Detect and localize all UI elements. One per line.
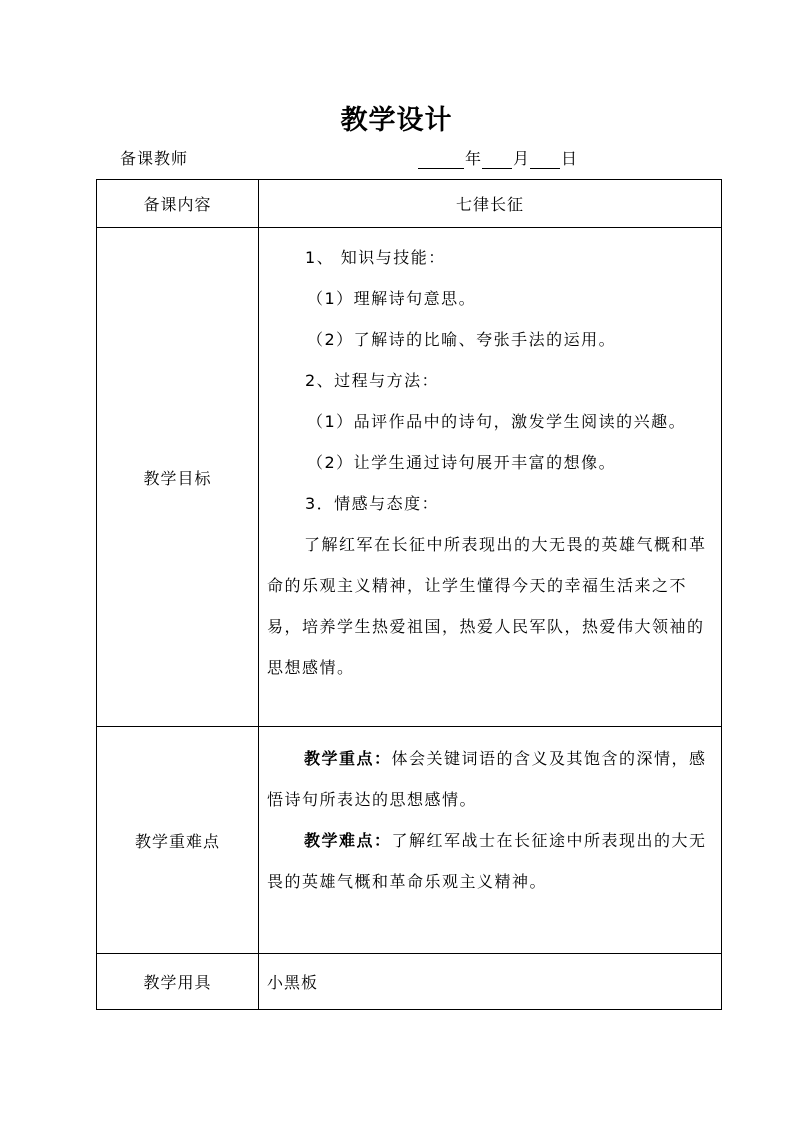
- goal-line: （2）让学生通过诗句展开丰富的想像。: [307, 453, 617, 472]
- goals-row: [97, 228, 722, 727]
- content-label: 备课内容: [97, 180, 259, 228]
- month-blank: [482, 150, 512, 169]
- difficulty-paragraph: [267, 820, 713, 902]
- goal-line: 2、过程与方法：: [305, 371, 440, 390]
- date-line: [418, 146, 578, 169]
- document-title: 教学设计: [340, 105, 453, 136]
- keys-row: [97, 727, 722, 954]
- focus-label: 教学重点：: [304, 749, 392, 768]
- keys-label: 教学重难点: [97, 727, 259, 954]
- goal-line: （1）理解诗句意思。: [307, 289, 477, 308]
- goal-paragraph: 了解红军在长征中所表现出的大无畏的英雄气概和革命的乐观主义精神，让学生懂得今天的幸福生活来之不易，培养学生热爱祖国，热爱人民军队，热爱伟大领袖的思想感情。: [267, 535, 707, 677]
- year-suffix: 年: [465, 149, 482, 168]
- year-blank: [418, 150, 464, 169]
- goals-cell: [259, 228, 722, 727]
- day-blank: [530, 150, 560, 169]
- tools-row: [97, 954, 722, 1010]
- goals-label: 教学目标: [97, 228, 259, 727]
- tools-value: 小黑板: [259, 954, 722, 1010]
- keys-cell: [259, 727, 722, 954]
- month-suffix: 月: [513, 149, 530, 168]
- goal-line: 3．情感与态度：: [305, 494, 440, 513]
- day-suffix: 日: [561, 149, 578, 168]
- difficulty-text: 了解红军战士在长征途中所表现出的大无畏的英雄气概和革命乐观主义精神。: [267, 831, 707, 891]
- focus-paragraph: [267, 738, 713, 820]
- goal-line: （2）了解诗的比喻、夸张手法的运用。: [307, 330, 617, 349]
- lesson-plan-table: [96, 179, 722, 1010]
- content-row: [97, 180, 722, 228]
- focus-text: 体会关键词语的含义及其饱含的深情，感悟诗句所表达的思想感情。: [267, 749, 707, 809]
- tools-label: 教学用具: [97, 954, 259, 1010]
- teacher-label: 备课教师: [120, 149, 189, 168]
- difficulty-label: 教学难点：: [304, 831, 392, 850]
- goal-line: 1、 知识与技能：: [305, 248, 446, 267]
- goal-line: （1）品评作品中的诗句，激发学生阅读的兴趣。: [307, 412, 687, 431]
- content-value: 七律长征: [259, 180, 722, 228]
